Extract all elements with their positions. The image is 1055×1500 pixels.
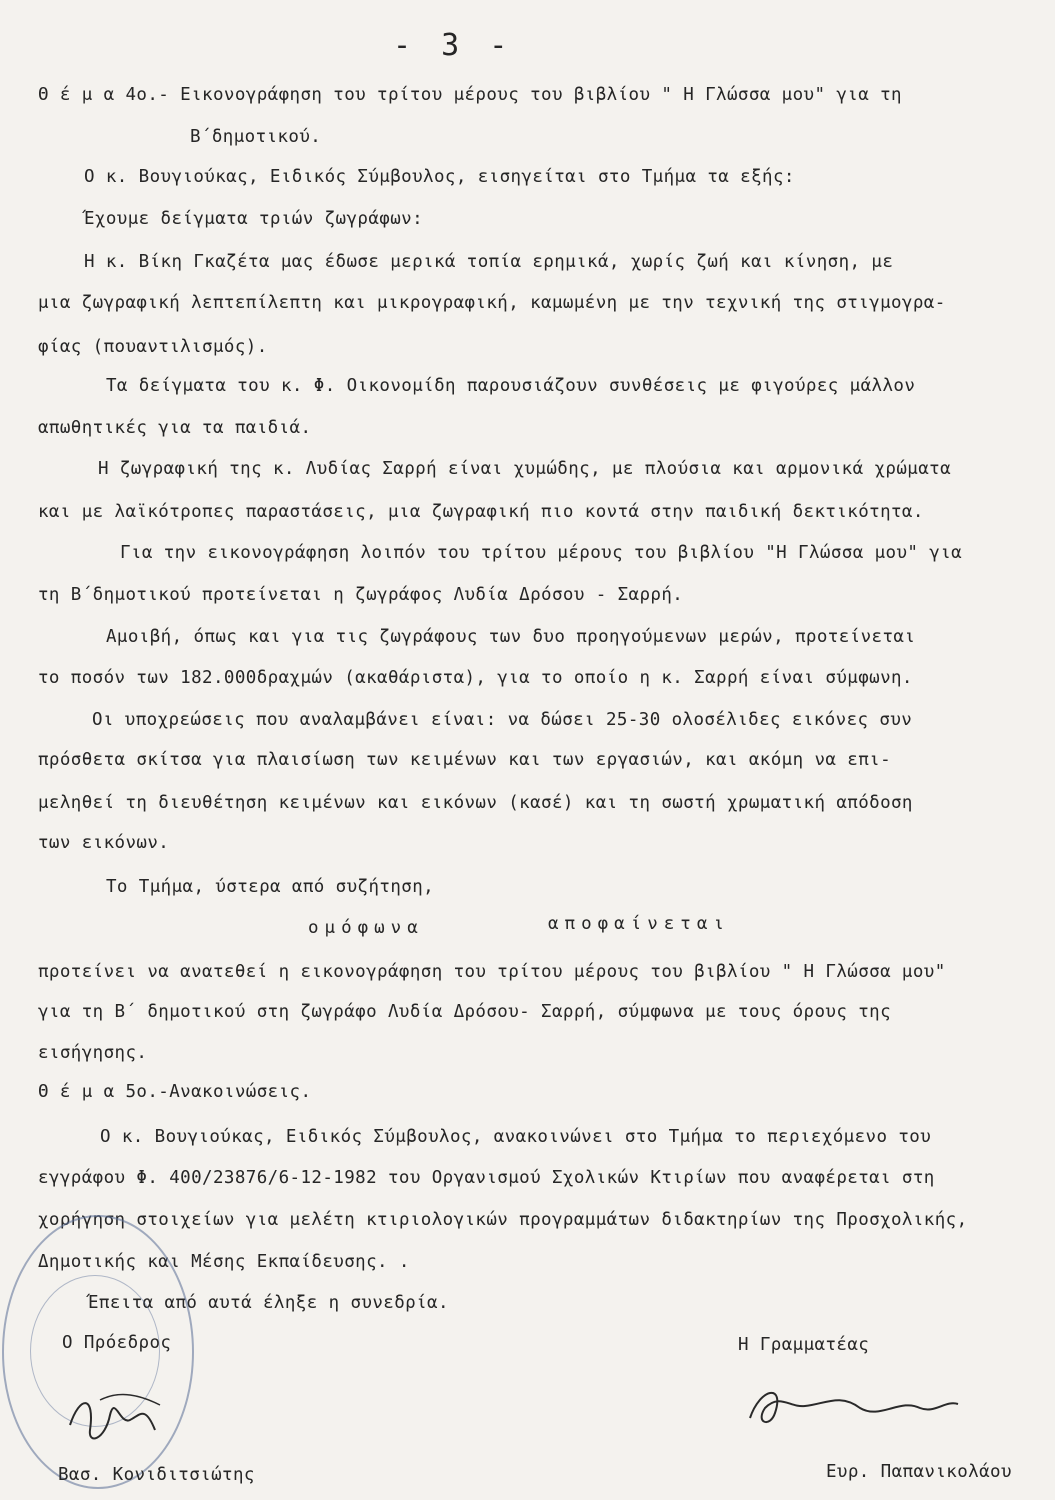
paragraph-line: και με λαϊκότροπες παραστάσεις, μια ζωγραφική πιο κοντά στην παιδική δεκτικότητα. [38, 502, 924, 522]
paragraph-line: φίας (πουαντιλισμός). [38, 337, 268, 357]
paragraph-line: απωθητικές για τα παιδιά. [38, 418, 312, 438]
secretary-name: Ευρ. Παπανικολάου [826, 1462, 1012, 1482]
paragraph-line: Η κ. Βίκη Γκαζέτα μας έδωσε μερικά τοπία ερημικά, χωρίς ζωή και κίνηση, με [84, 252, 894, 272]
decision-line: για τη Β΄ δημοτικού στη ζωγράφο Λυδία Δρόσου- Σαρρή, σύμφωνα με τους όρους της [38, 1002, 891, 1022]
decision-line: προτείνει να ανατεθεί η εικονογράφηση του τρίτου μέρους του βιβλίου " Η Γλώσσα μου" [38, 962, 946, 982]
item4-heading: Θ έ μ α 4ο.- Εικονογράφηση του τρίτου μέρους του βιβλίου " Η Γλώσσα μου" για τη [38, 85, 902, 105]
paragraph-line: Η ζωγραφική της κ. Λυδίας Σαρρή είναι χυμώδης, με πλούσια και αρμονικά χρώματα [98, 459, 951, 479]
paragraph-line: Για την εικονογράφηση λοιπόν του τρίτου μέρους του βιβλίου "Η Γλώσσα μου" για [120, 543, 963, 563]
secretary-title: Η Γραμματέας [738, 1335, 870, 1355]
president-signature [60, 1385, 170, 1455]
paragraph-line: Τα δείγματα του κ. Φ. Οικονομίδη παρουσιάζουν συνθέσεις με φιγούρες μάλλον [106, 376, 916, 396]
page-number: - 3 - [393, 28, 514, 63]
paragraph-line: Αμοιβή, όπως και για τις ζωγράφους των δυο προηγούμενων μερών, προτείνεται [106, 627, 916, 647]
decision-line: εισήγησης. [38, 1043, 148, 1063]
president-title: Ο Πρόεδρος [62, 1333, 172, 1353]
item5-heading: Θ έ μ α 5ο.-Ανακοινώσεις. [38, 1082, 312, 1102]
president-name: Βασ. Κονιδιτσιώτης [58, 1465, 255, 1485]
paragraph-line: Έπειτα από αυτά έληξε η συνεδρία. [88, 1293, 449, 1313]
secretary-signature [730, 1378, 970, 1438]
paragraph-line: Δημοτικής και Μέσης Εκπαίδευσης. . [38, 1252, 410, 1272]
paragraph-line: Το Τμήμα, ύστερα από συζήτηση, [106, 877, 435, 897]
decision-word-unanimous: ομόφωνα [308, 918, 424, 938]
paragraph-line: Ο κ. Βουγιούκας, Ειδικός Σύμβουλος, ανακοινώνει στο Τμήμα το περιεχόμενο του [100, 1127, 932, 1147]
paragraph-line: εγγράφου Φ. 400/23876/6-12-1982 του Οργανισμού Σχολικών Κτιρίων που αναφέρεται στη [38, 1168, 935, 1188]
item4-heading-continued: Β΄δημοτικού. [190, 127, 322, 147]
paragraph-line: μια ζωγραφική λεπτεπίλεπτη και μικρογραφική, καμωμένη με την τεχνική της στιγμογρα- [38, 293, 946, 313]
paragraph-line: τη Β΄δημοτικού προτείνεται η ζωγράφος Λυδία Δρόσου - Σαρρή. [38, 585, 684, 605]
paragraph-line: χορήγηση στοιχείων για μελέτη κτιριολογικών προγραμμάτων διδακτηρίων της Προσχολικής, [38, 1210, 968, 1230]
paragraph-line: το ποσόν των 182.000δραχμών (ακαθάριστα), για το οποίο η κ. Σαρρή είναι σύμφωνη. [38, 668, 913, 688]
paragraph-line: των εικόνων. [38, 833, 170, 853]
paragraph-line: Έχουμε δείγματα τριών ζωγράφων: [84, 209, 424, 229]
paragraph-line: Ο κ. Βουγιούκας, Ειδικός Σύμβουλος, εισηγείται στο Τμήμα τα εξής: [84, 167, 795, 187]
paragraph-line: μεληθεί τη διευθέτηση κειμένων και εικόνων (κασέ) και τη σωστή χρωματική απόδοση [38, 793, 913, 813]
paragraph-line: Οι υποχρεώσεις που αναλαμβάνει είναι: να δώσει 25-30 ολοσέλιδες εικόνες συν [92, 710, 913, 730]
paragraph-line: πρόσθετα σκίτσα για πλαισίωση των κειμένων και των εργασιών, και ακόμη να επι- [38, 750, 891, 770]
decision-word-decides: αποφαίνεται [548, 914, 730, 934]
